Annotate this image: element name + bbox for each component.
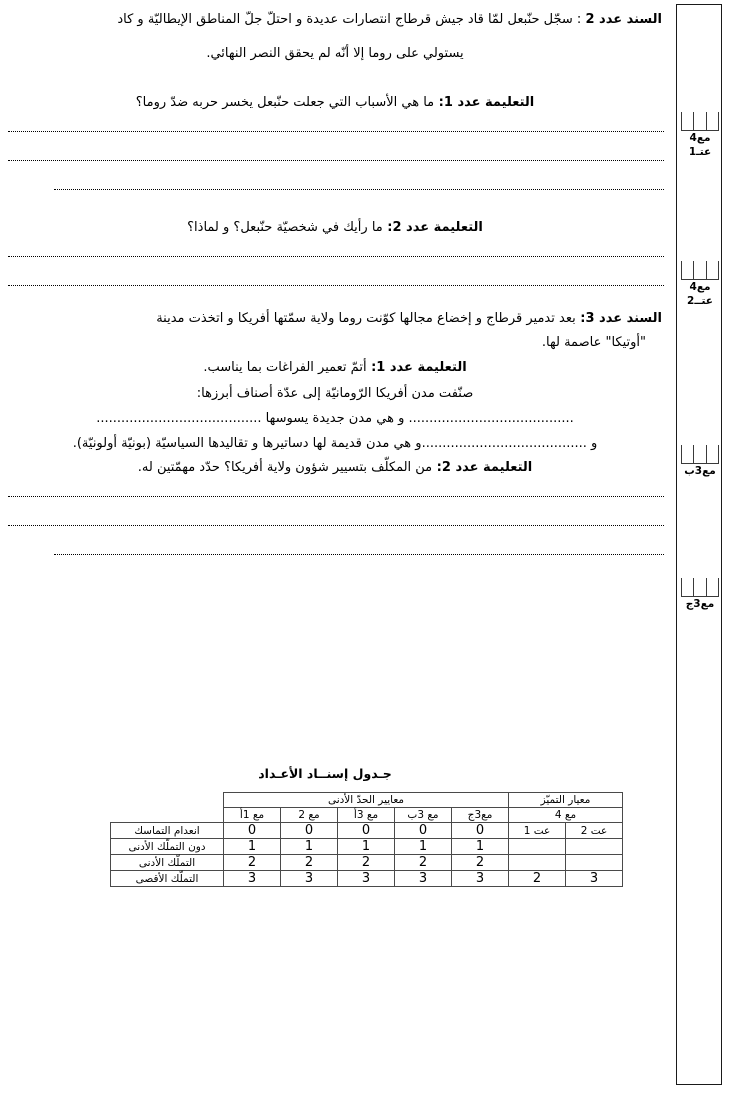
cell-score[interactable]: 0 xyxy=(281,823,338,839)
table-row xyxy=(111,871,623,887)
margin-box-2-code-top: مع4 xyxy=(689,281,711,293)
criteria-margin-frame xyxy=(676,4,722,1085)
grading-table xyxy=(110,792,623,887)
score-cell[interactable] xyxy=(693,445,705,463)
header-spacer xyxy=(111,793,224,808)
source-3-text: بعد تدمير قرطاج و إخضاع مجالها كوّنت روما ولاية سمّتها أفريكا و اتخذت مدينة xyxy=(156,311,576,327)
cell-score[interactable]: 3 xyxy=(338,871,395,887)
instruction-1-1-text: ما هي الأسباب التي جعلت حنّبعل يخسر حربه ضدّ روما؟ xyxy=(135,95,435,111)
table-subheader-row xyxy=(111,808,623,823)
score-cell[interactable] xyxy=(693,578,705,596)
cell-score[interactable]: 2 xyxy=(224,855,281,871)
row-label: دون التملّك الأدنى xyxy=(111,839,224,855)
cell-excellence[interactable] xyxy=(566,839,623,855)
header-excellence-group: معيار التميّز xyxy=(509,793,623,808)
instruction-1-1-label: التعليمة عدد 1 xyxy=(443,95,535,111)
instruction-3-1 xyxy=(0,351,672,377)
cell-score[interactable]: 0 xyxy=(338,823,395,839)
source-3-line-1 xyxy=(0,286,672,328)
margin-box-3-score-cells[interactable] xyxy=(681,445,719,464)
source-2-label: السند عدد 2 xyxy=(585,12,662,27)
instruction-3-2-text: من المكلّف بتسيير شؤون ولاية أفريكا؟ حدّد مهمّتين له. xyxy=(137,460,433,476)
cell-score[interactable]: 3 xyxy=(395,871,452,887)
cell-score[interactable]: 1 xyxy=(452,839,509,855)
score-cell[interactable] xyxy=(706,445,718,463)
score-cell[interactable] xyxy=(706,578,718,596)
source-2-separator: : xyxy=(572,12,586,27)
cell-score[interactable]: 1 xyxy=(395,839,452,855)
instruction-3-2 xyxy=(0,452,672,477)
answer-line[interactable] xyxy=(8,496,664,497)
answer-line[interactable] xyxy=(8,160,664,161)
margin-box-1-code-bottom: عتـ1 xyxy=(688,146,712,158)
grading-table-title: جـدول إسنــاد الأعـداد xyxy=(258,766,392,781)
source-2-text: سجّل حنّبعل لمّا قاد جيش قرطاج انتصارات عديدة و احتلّ جلّ المناطق الإيطاليّة و كاد xyxy=(117,12,573,27)
cell-score[interactable]: 2 xyxy=(395,855,452,871)
instruction-1-2-text: ما رأيك في شخصيّة حنّبعل؟ و لماذا؟ xyxy=(187,219,383,235)
source-3-label: السند عدد 3 xyxy=(585,311,662,327)
cell-score[interactable]: 3 xyxy=(281,871,338,887)
cell-score[interactable]: 1 xyxy=(338,839,395,855)
subheader-spacer xyxy=(111,808,224,823)
cell-excellence[interactable] xyxy=(566,855,623,871)
cell-excellence-at2[interactable]: عت 2 xyxy=(566,823,623,839)
header-col-mi3a: مع 3أ xyxy=(338,808,395,823)
margin-box-2-code-bottom: عتــ2 xyxy=(687,295,713,307)
margin-box-4 xyxy=(680,578,720,611)
margin-box-2 xyxy=(680,261,720,308)
score-cell[interactable] xyxy=(693,112,705,130)
source-2-line-2: يستولي على روما إلا أنّه لم يحقق النصر النهائي. xyxy=(206,45,464,61)
cell-score[interactable]: 0 xyxy=(452,823,509,839)
row-label: انعدام التماسك xyxy=(111,823,224,839)
worksheet-body xyxy=(0,0,672,555)
header-col-mi3j: مع3ج xyxy=(452,808,509,823)
answer-line[interactable] xyxy=(8,256,664,257)
cell-excellence[interactable]: 2 xyxy=(509,871,566,887)
instruction-1-1-separator: : xyxy=(434,95,444,111)
score-cell[interactable] xyxy=(706,112,718,130)
score-cell[interactable] xyxy=(682,112,693,130)
fill-intro: صنّفت مدن أفريكا الرّومانيّة إلى عدّة أصناف أبرزها: xyxy=(196,385,474,401)
header-col-mi3b: مع 3ب xyxy=(395,808,452,823)
source-3-line-2: "أوتيكا" عاصمة لها. xyxy=(541,334,646,350)
source-2-line-1 xyxy=(0,0,672,29)
instruction-1-2-separator: : xyxy=(382,219,393,235)
source-3-separator: : xyxy=(575,311,586,327)
instruction-1-1 xyxy=(0,62,672,112)
cell-score[interactable]: 2 xyxy=(281,855,338,871)
cell-score[interactable]: 3 xyxy=(452,871,509,887)
margin-box-1-code-top: مع4 xyxy=(689,132,711,144)
table-row xyxy=(111,855,623,871)
score-cell[interactable] xyxy=(682,578,693,596)
row-label: التملّك الأقصى xyxy=(111,871,224,887)
cell-score[interactable]: 0 xyxy=(224,823,281,839)
margin-box-3 xyxy=(680,445,720,478)
answer-line[interactable] xyxy=(8,525,664,526)
header-col-mi1a: مع 1أ xyxy=(224,808,281,823)
cell-excellence[interactable] xyxy=(509,839,566,855)
cell-score[interactable]: 2 xyxy=(452,855,509,871)
fill-blank-line-2[interactable]: و ........................................و هي مدن قديمة لها دساتيرها و تقاليدها السياسيّة (بونيّة أولونيّة). xyxy=(72,435,598,451)
instruction-3-1-label: التعليمة عدد 1 xyxy=(376,360,467,376)
table-row xyxy=(111,839,623,855)
margin-box-4-code-top: مع3ج xyxy=(685,598,715,610)
score-cell[interactable] xyxy=(693,261,705,279)
table-header-group-row xyxy=(111,793,623,808)
instruction-3-1-separator: : xyxy=(366,360,377,376)
cell-score[interactable]: 2 xyxy=(338,855,395,871)
header-col-mi2: مع 2 xyxy=(281,808,338,823)
score-cell[interactable] xyxy=(706,261,718,279)
margin-box-3-code-top: مع3ب xyxy=(684,465,716,477)
instruction-3-2-label: التعليمة عدد 2 xyxy=(441,460,533,476)
instruction-3-2-separator: : xyxy=(432,460,442,476)
margin-box-1 xyxy=(680,112,720,159)
instruction-1-2 xyxy=(0,190,672,237)
grading-table-wrapper xyxy=(110,792,623,887)
answer-line[interactable] xyxy=(8,131,664,132)
margin-box-4-score-cells[interactable] xyxy=(681,578,719,597)
cell-excellence[interactable] xyxy=(509,855,566,871)
instruction-3-1-text: أتمّ تعمير الفراغات بما يناسب. xyxy=(203,360,367,376)
cell-score[interactable]: 1 xyxy=(224,839,281,855)
answer-line[interactable] xyxy=(54,554,664,555)
score-cell[interactable] xyxy=(682,445,693,463)
cell-score[interactable]: 0 xyxy=(395,823,452,839)
row-label: التملّك الأدنى xyxy=(111,855,224,871)
instruction-1-2-label: التعليمة عدد 2 xyxy=(392,219,483,235)
cell-excellence-at1[interactable]: عت 1 xyxy=(509,823,566,839)
cell-excellence[interactable]: 3 xyxy=(566,871,623,887)
margin-box-1-score-cells[interactable] xyxy=(681,112,719,131)
header-minimum-group: معايير الحدّ الأدنى xyxy=(224,793,509,808)
score-cell[interactable] xyxy=(682,261,693,279)
margin-box-2-score-cells[interactable] xyxy=(681,261,719,280)
header-excellence-label: مع 4 xyxy=(509,808,623,823)
cell-score[interactable]: 1 xyxy=(281,839,338,855)
table-row xyxy=(111,823,623,839)
fill-blank-line-1[interactable]: ........................................ و هي مدن جديدة يسوسها ........................................ xyxy=(96,411,574,427)
cell-score[interactable]: 3 xyxy=(224,871,281,887)
